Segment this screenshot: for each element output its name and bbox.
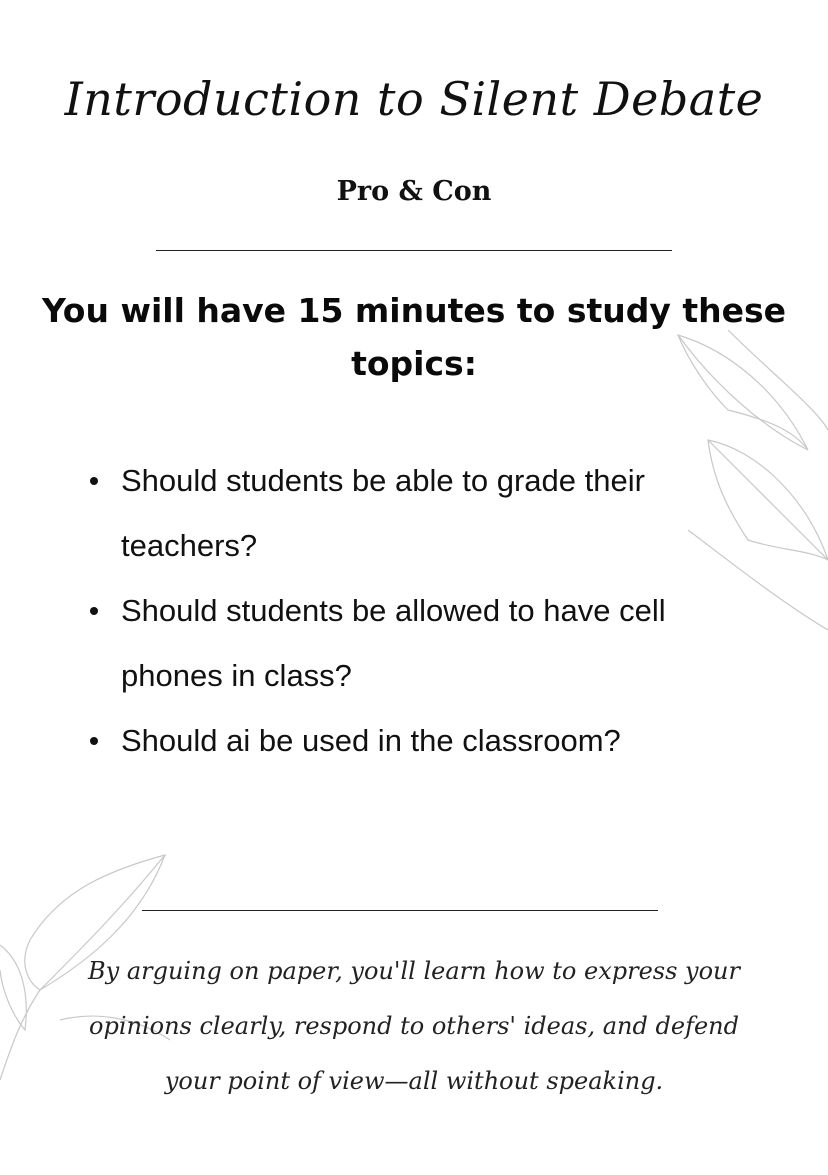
bullet-icon — [90, 477, 98, 485]
topic-text: Should ai be used in the classroom? — [121, 723, 621, 758]
topic-text: Should students be able to grade their teachers? — [121, 463, 645, 563]
bullet-icon — [90, 607, 98, 615]
bullet-icon — [90, 737, 98, 745]
closing-note: By arguing on paper, you'll learn how to express your opinions clearly, respond to others' ideas, and defend your point of view—all without speaking. — [88, 957, 740, 1095]
instruction-heading: You will have 15 minutes to study these topics: — [41, 291, 787, 383]
list-item — [90, 448, 730, 578]
top-divider — [156, 250, 672, 251]
list-item — [90, 578, 730, 708]
page-subtitle: Pro & Con — [336, 176, 492, 207]
topic-text: Should students be allowed to have cell phones in class? — [121, 593, 666, 693]
list-item — [90, 708, 730, 773]
bottom-divider — [142, 910, 658, 911]
page-title: Introduction to Silent Debate — [64, 72, 764, 126]
topic-list — [90, 448, 730, 773]
